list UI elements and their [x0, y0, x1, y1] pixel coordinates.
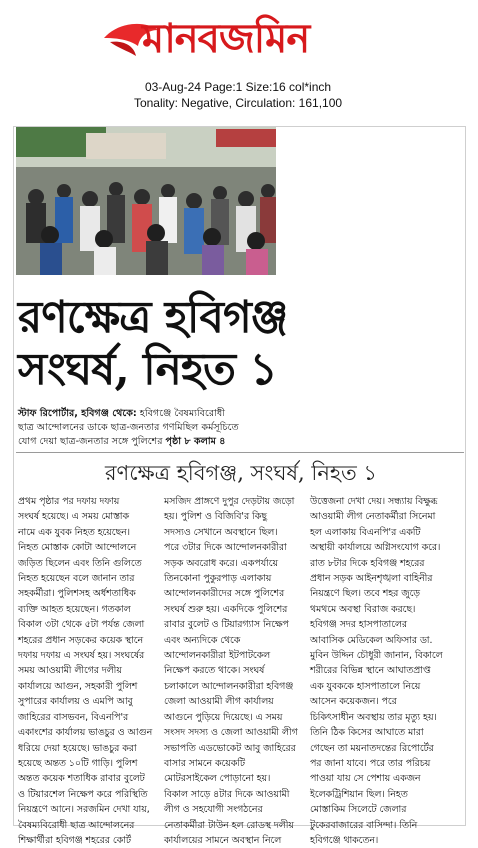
article-text-line: আওয়ামী লীগ নেতাকর্মীরা সিনেমা — [310, 511, 436, 523]
article-text-line: এবং অন্যদিকে থেকে — [164, 634, 241, 646]
newspaper-title: মানবজমিন — [142, 15, 310, 62]
article-text-line: সভাপতি এডভোকেট আবু জাহিরের — [164, 742, 296, 754]
article-column-1 — [18, 494, 163, 848]
article-text-line: সময় আওয়ামী লীগের দলীয় — [18, 665, 122, 677]
article-text-line: আবাসিক মেডিকেল অফিসার ডা. — [310, 634, 433, 646]
teaser-byline: স্টাফ রিপোর্টার, হবিগঞ্জ থেকে: — [18, 408, 137, 419]
article-text-line: ব্যক্তি আহত হয়েছেন। গতকাল — [18, 603, 131, 615]
article-text-line: নিয়ন্ত্রণে আনে। সরজমিন দেখা যায়, — [18, 804, 150, 816]
article-text-line: হয়েছে অন্তত ১০টি গাড়ি। পুলিশ — [18, 757, 138, 769]
article-text-line: সড়ক অবরোধ করে। একপর্যায়ে — [164, 557, 278, 569]
section-divider — [16, 452, 464, 453]
continuation-headline: রণক্ষেত্র হবিগঞ্জ, সংঘর্ষ, নিহত ১ — [104, 461, 378, 485]
article-text-line: হল এলাকায় বিএনপি'র একটি — [310, 526, 421, 538]
article-text-line: এক যুবককে হাসপাতালে নিয়ে — [310, 680, 421, 692]
article-text-line: ইলেকট্রিশিয়ান ছিল। নিহত — [310, 788, 408, 800]
teaser-jump-reference: পৃষ্ঠা ৮ কলাম ৪ — [165, 436, 226, 447]
article-text-line: মসজিদ প্রাঙ্গণে দুপুর দেড়টায় জড়ো — [164, 496, 295, 507]
article-text-line: রাত ৮টার দিকে হবিগঞ্জ শহরের — [310, 557, 425, 569]
article-text-line: সংঘর্ষ হয়েছে। এ সময় মোস্তাক — [18, 511, 129, 523]
teaser-line-3 — [18, 435, 464, 449]
article-text-line: নিক্ষেপ করতে থাকে। সংঘর্ষ — [164, 665, 265, 677]
article-text-line: বিকাল ৩টা থেকে ৫টা পর্যন্ত জেলা — [18, 619, 145, 631]
article-text-line: চলাকালে আন্দোলনকারীরা হবিগঞ্জ — [164, 680, 294, 692]
article-text-line: আন্দোলনকারীদের সঙ্গে পুলিশের — [164, 588, 285, 600]
article-text-line: পর জানা যাবে। পরে তার পরিচয় — [310, 757, 431, 769]
article-text-line: আগুনে পুড়িয়ে দিয়েছে। এ সময় — [164, 711, 283, 723]
article-text-line: সংঘর্ষ শুরু হয়। একদিকে পুলিশের — [164, 603, 288, 615]
article-text-line: নিহত হয়েছেন বলে জানান তার — [18, 573, 135, 585]
article-text-line: জড়িত ছিলেন এবং তিনি গুলিতে — [18, 557, 142, 569]
article-text-line: গেছেন তা ময়নাতদন্তের রিপোর্টের — [310, 742, 434, 754]
teaser-line-3-text: যোগ দেয়া ছাত্র-জনতার সঙ্গে পুলিশের — [18, 436, 166, 447]
article-text-line: ও টিয়ারশেল নিক্ষেপ করে পরিস্থিতি — [18, 788, 148, 800]
article-text-line: প্রধান সড়ক আইনশৃঙ্খলা বাহিনীর — [310, 573, 433, 585]
article-text-line: একাংশের কার্যালয় ভাঙচুর ও আগুন — [18, 727, 153, 739]
article-text-line: শিক্ষার্থীরা হবিগঞ্জ শহরের কোর্ট — [18, 834, 131, 846]
article-text-line: মোস্তাকিম সিলেটে জেলার — [310, 804, 407, 816]
article-text-line: টুকেরবাজারের বাসিন্দা। তিনি — [310, 819, 418, 831]
article-text-line: সংসদ সদস্য ও জেলা আওয়ামী লীগ — [164, 727, 298, 739]
article-text-line: পরে ৩টার দিকে আন্দোলনকারীরা — [164, 542, 287, 554]
article-text-line: বাসার সামনে কয়েকটি — [164, 757, 245, 769]
teaser-line-1-text: হবিগঞ্জে বৈষম্যবিরোধী — [136, 408, 226, 419]
article-text-line: হবিগঞ্জ সদর হাসপাতালের — [310, 619, 407, 631]
article-text-line: কার্যালয়ে আগুন, সহকারী পুলিশ — [18, 680, 138, 692]
headline-line-1: রণক্ষেত্র হবিগঞ্জ — [18, 292, 288, 343]
clip-meta-tonality: Tonality: Negative, Circulation: 161,100 — [133, 96, 343, 110]
article-text-line: জেলা আওয়ামী লীগ কার্যালয় — [164, 696, 274, 708]
article-text-line: হয়। পুলিশ ও বিজিবি'র কিছু — [164, 511, 267, 523]
article-text-line: দফায় দফায় এ সংঘর্ষ হয়। সংঘর্ষের — [18, 650, 145, 662]
article-text-line: নামে এক যুবক নিহত হয়েছেন। — [18, 526, 130, 538]
article-text-line: হবিগঞ্জে থাকতেন। — [310, 834, 379, 846]
article-text-line: অস্থায়ী কার্যালয়ে অগ্নিসংযোগ করে। — [310, 542, 441, 554]
article-text-line: প্রথম পৃষ্ঠার পর দফায় দফায় — [18, 496, 120, 507]
article-text-line: বিকাল সাড়ে ৪টার দিকে আওয়ামী — [164, 788, 290, 800]
teaser-line-2: ছাত্র আন্দোলনের ডাকে ছাত্র-জনতার গণমিছিল কর্মসূচিতে — [18, 422, 239, 433]
article-text-line: শরীরের বিভিন্ন স্থানে আঘাতপ্রাপ্ত — [310, 665, 431, 677]
masthead — [0, 0, 476, 72]
article-text-line: নেতাকর্মীরা টাউন হল রোডস্থ দলীয় — [164, 819, 294, 831]
article-teaser — [18, 407, 464, 449]
article-column-2 — [164, 494, 309, 848]
article-text-line: কার্যালয়ের সামনে অবস্থান নিলে — [164, 834, 282, 846]
article-text-line: রাবার বুলেট ও টিয়ারগ্যাস নিক্ষেপ — [164, 619, 289, 631]
article-text-line: শহরের প্রধান সড়কের কয়েক স্থানে — [18, 634, 144, 646]
article-text-line: নিয়ন্ত্রণে ছিল। তবে শহর জুড়ে — [310, 588, 420, 600]
article-text-line: জাহিরের বাসভবন, বিএনপি'র — [18, 711, 129, 723]
article-text-line: ধরিয়ে দেয়া হয়েছে। ভাঙচুর করা — [18, 742, 137, 754]
article-text-line: তিনি ঠিক কিসের আঘাতে মারা — [310, 727, 424, 739]
article-text-line: মোটরসাইকেল পোড়ানো হয়। — [164, 773, 271, 785]
article-text-line: সহকর্মীরা। পুলিশসহ অর্ধশতাধিক — [18, 588, 136, 600]
article-text-line: মুবিন উদ্দিন চৌধুরী জানান, বিকালে — [310, 650, 443, 662]
article-text-line: নিহত মোস্তাক কোটা আন্দোলনে — [18, 542, 137, 554]
clip-meta-date-page: 03-Aug-24 Page:1 Size:16 col*inch — [144, 80, 332, 94]
article-text-line: থমথমে অবস্থা বিরাজ করছে। — [310, 603, 416, 615]
news-photo-crowd — [16, 127, 276, 275]
article-text-line: আসেন কয়েকজন। পরে — [310, 696, 397, 708]
article-text-line: বৈষম্যবিরোধী ছাত্র আন্দোলনের — [18, 819, 135, 831]
article-text-line: সদস্যও সেখানে অবস্থানে ছিল। — [164, 526, 278, 538]
article-text-line: আন্দোলনকারীরা ইটপাটকেল — [164, 650, 271, 662]
article-text-line: পাওয়া যায় সে পেশায় একজন — [310, 773, 421, 785]
article-text-line: সুপারের কার্যালয় ও এমপি আবু — [18, 696, 133, 708]
article-text-line: তিনকোনা পুকুরপাড় এলাকায় — [164, 573, 272, 585]
article-column-3 — [310, 494, 464, 848]
newspaper-logo — [100, 8, 380, 70]
teaser-line-1 — [18, 407, 464, 421]
headline-line-2: সংঘর্ষ, নিহত ১ — [18, 344, 277, 395]
article-text-line: লীগ ও সহযোগী সংগঠনের — [164, 804, 263, 816]
article-text-line: চিকিৎসাধীন অবস্থায় তার মৃত্যু হয়। — [310, 711, 437, 723]
article-text-line: অন্তত কয়েক শতাধিক রাবার বুলেট — [18, 773, 145, 785]
article-text-line: উত্তেজনা দেখা দেয়। সন্ধ্যায় বিক্ষুব্ধ — [310, 496, 438, 507]
